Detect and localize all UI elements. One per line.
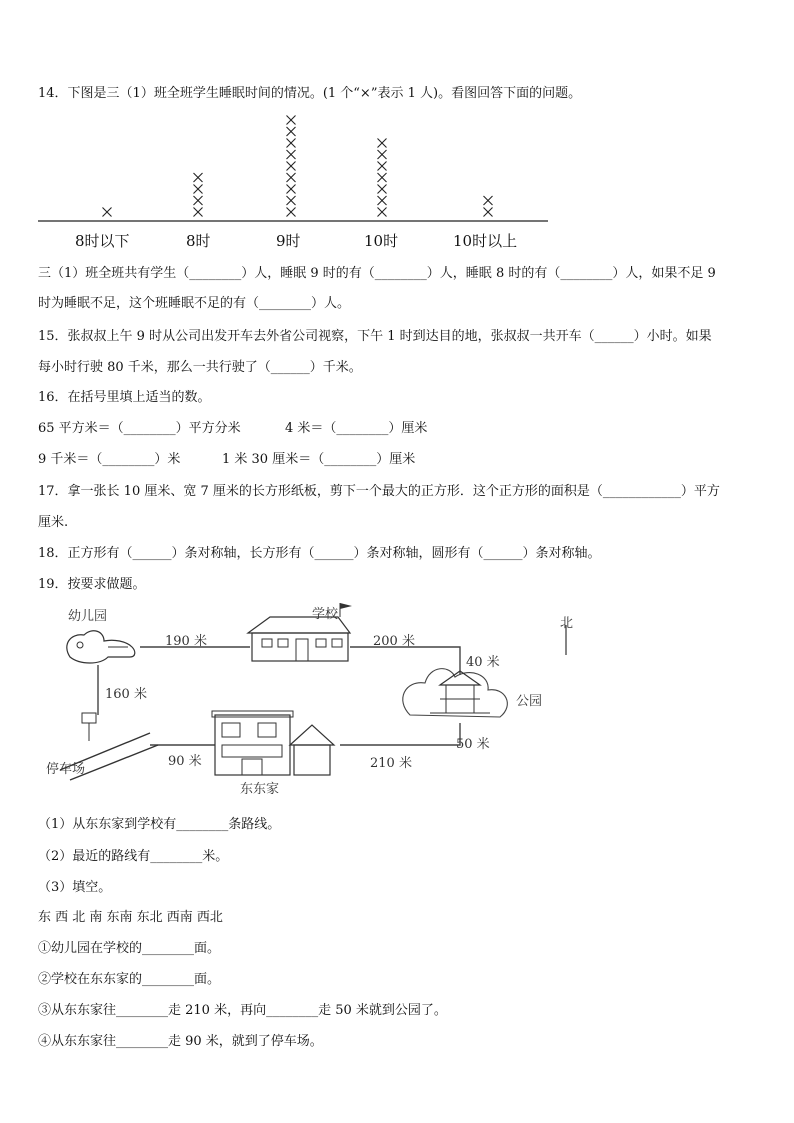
q19-sub3: （3）填空。 — [38, 880, 112, 895]
cross-mark — [287, 196, 296, 205]
q19-directions: 东 西 北 南 东南 东北 西南 西北 — [38, 910, 223, 925]
category-label-8h-below: 8时以下 — [75, 232, 130, 250]
map-label-home: 东东家 — [240, 782, 280, 797]
map-label-park: 公园 — [516, 694, 543, 709]
map-label-distance-90: 90 米 — [168, 754, 202, 769]
cross-mark — [484, 196, 493, 205]
category-label-9h: 9时 — [276, 232, 301, 250]
q16-title: 16．在括号里填上适当的数。 — [38, 390, 211, 405]
map-label-parking: 停车场 — [46, 762, 86, 777]
q19-sub1: （1）从东东家到学校有________条路线。 — [38, 817, 281, 832]
cross-mark — [378, 185, 387, 194]
q15-line2: 每小时行驶 80 千米，那么一共行驶了（______）千米。 — [38, 360, 362, 375]
map-label-school: 学校 — [312, 607, 339, 622]
q19-title: 19．按要求做题。 — [38, 577, 146, 592]
q16-item-a: 65 平方米＝（________）平方分米 — [38, 421, 241, 436]
map-label-distance-210: 210 米 — [370, 756, 412, 771]
cross-mark — [287, 150, 296, 159]
map-label-distance-50: 50 米 — [456, 737, 490, 752]
q19-item1: ①幼儿园在学校的________面。 — [38, 941, 221, 956]
cross-mark — [378, 139, 387, 148]
cross-mark — [287, 116, 296, 125]
cross-mark — [378, 150, 387, 159]
park-pavilion-icon — [403, 669, 508, 717]
q14-title: 14．下图是三（1）班全班学生睡眠时间的情况。(1 个“×”表示 1 人)。看图回答下面的问题。 — [38, 86, 582, 101]
q19-sub2: （2）最近的路线有________米。 — [38, 849, 229, 864]
kindergarten-icon — [67, 631, 135, 663]
cross-mark — [194, 173, 203, 182]
cross-mark — [103, 208, 112, 217]
q16-item-c: 9 千米＝（________）米 — [38, 452, 181, 467]
q17-line2: 厘米. — [38, 515, 69, 530]
map-label-distance-40: 40 米 — [466, 655, 500, 670]
category-label-8h: 8时 — [186, 232, 211, 250]
category-label-10h-above: 10时以上 — [453, 232, 518, 250]
cross-mark — [287, 162, 296, 171]
home-building-icon — [212, 711, 334, 775]
cross-mark — [378, 196, 387, 205]
cross-mark — [194, 196, 203, 205]
q16-item-d: 1 米 30 厘米＝（________）厘米 — [222, 452, 416, 467]
cross-mark — [287, 127, 296, 136]
q19-item4: ④从东东家往________走 90 米，就到了停车场。 — [38, 1034, 323, 1049]
map-label-distance-190: 190 米 — [165, 634, 207, 649]
cross-mark — [194, 185, 203, 194]
cross-mark — [378, 162, 387, 171]
q14-line2: 时为睡眠不足，这个班睡眠不足的有（________）人。 — [38, 296, 351, 311]
cross-mark — [287, 208, 296, 217]
map-label-distance-200: 200 米 — [373, 634, 415, 649]
q15-line1: 15．张叔叔上午 9 时从公司出发开车去外省公司视察，下午 1 时到达目的地，张叔叔一共开车（______）小时。如果 — [38, 329, 712, 344]
cross-mark — [287, 185, 296, 194]
cross-mark — [194, 208, 203, 217]
map-label-north: 北 — [560, 616, 574, 631]
q17-line1: 17．拿一张长 10 厘米、宽 7 厘米的长方形纸板，剪下一个最大的正方形．这个正方形的面积是（____________）平方 — [38, 484, 720, 499]
q14-line1: 三（1）班全班共有学生（________）人，睡眠 9 时的有（________）人，睡眠 8 时的有（________）人，如果不足 9 — [38, 266, 716, 281]
cross-mark — [378, 173, 387, 182]
q19-item3: ③从东东家往________走 210 米，再向________走 50 米就到公园了。 — [38, 1003, 447, 1018]
cross-mark — [287, 173, 296, 182]
q16-item-b: 4 米＝（________）厘米 — [285, 421, 428, 436]
q18-line: 18．正方形有（______）条对称轴，长方形有（______）条对称轴，圆形有（______）条对称轴。 — [38, 546, 601, 561]
q19-item2: ②学校在东东家的________面。 — [38, 972, 221, 987]
cross-mark — [378, 208, 387, 217]
map-label-kindergarten: 幼儿园 — [68, 609, 108, 624]
road-park-home — [340, 723, 460, 745]
road-school-park — [350, 647, 460, 675]
category-label-10h: 10时 — [364, 232, 399, 250]
cross-mark — [484, 208, 493, 217]
cross-mark — [287, 139, 296, 148]
map-label-distance-160: 160 米 — [105, 687, 147, 702]
